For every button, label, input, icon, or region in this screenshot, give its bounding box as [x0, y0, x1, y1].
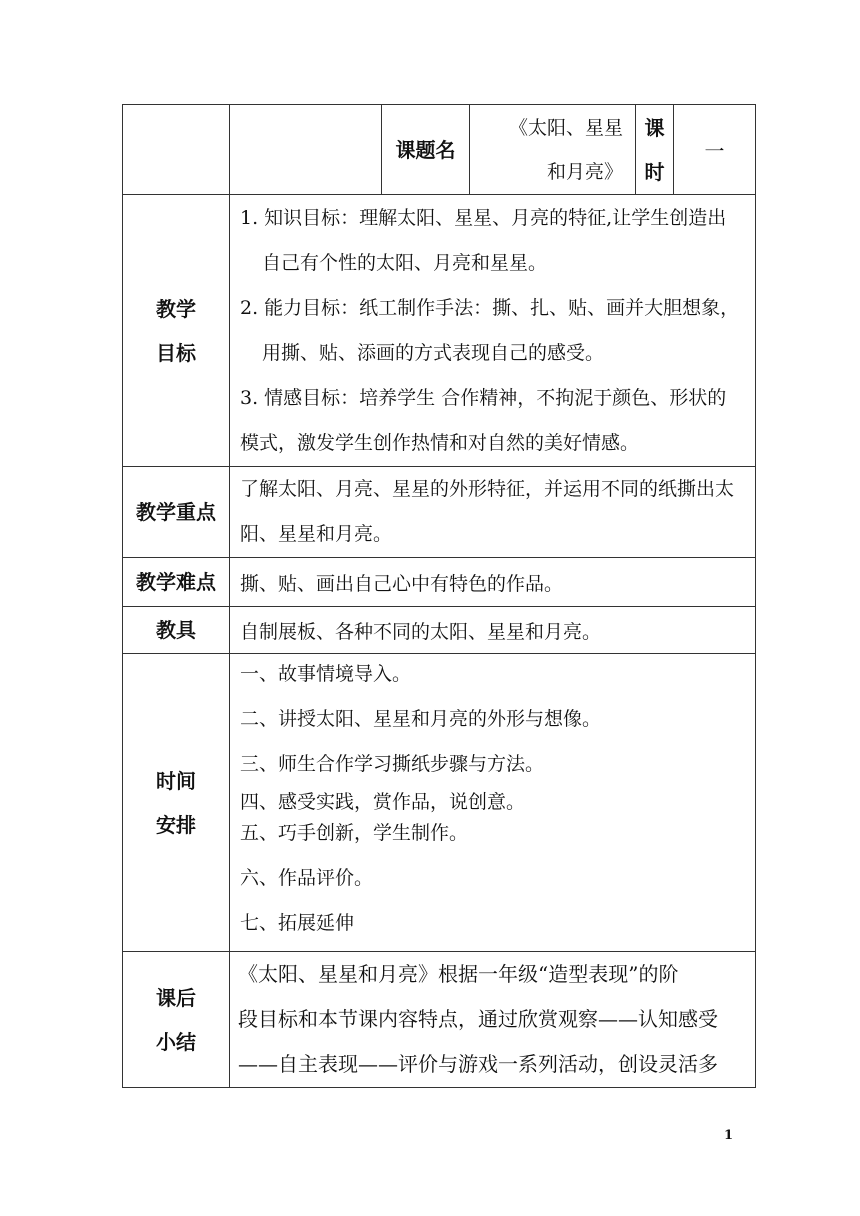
key-points-row	[123, 467, 756, 558]
schedule-step: 六、作品评价。	[240, 867, 374, 889]
summary-label-line-2: 小结	[156, 1029, 196, 1054]
lesson-title-line-1: 《太阳、星星	[508, 116, 623, 139]
goals-label-line-1: 教学	[156, 296, 196, 321]
summary-line-1: 《太阳、星星和月亮》根据一年级“造型表现”的阶	[238, 962, 679, 986]
goal-item-2-first: 2. 能力目标：纸工制作手法：撕、扎、贴、画并大胆想象，	[240, 296, 740, 319]
title-label: 课题名	[382, 105, 470, 195]
goal-item-3-rest: 模式，激发学生创作热情和对自然的美好情感。	[240, 431, 640, 454]
schedule-row	[123, 654, 756, 952]
goals-content	[230, 195, 756, 467]
schedule-step: 一、故事情境导入。	[240, 663, 412, 685]
difficulties-label: 教学难点	[123, 558, 230, 607]
schedule-step: 四、感受实践，赏作品，说创意。	[240, 791, 526, 813]
goal-item	[240, 286, 747, 376]
summary-row	[123, 952, 756, 1088]
summary-content	[230, 952, 756, 1088]
schedule-content	[230, 654, 756, 952]
key-points-line-2: 阳、星星和月亮。	[240, 523, 393, 545]
key-points-label: 教学重点	[123, 467, 230, 558]
lesson-title	[470, 105, 636, 195]
tools-row	[123, 607, 756, 654]
lesson-title-line-2: 和月亮》	[546, 160, 623, 183]
period-value: 一	[674, 105, 756, 195]
goal-item	[240, 196, 747, 286]
header-row	[123, 105, 756, 195]
difficulties-content: 撕、贴、画出自己心中有特色的作品。	[230, 558, 756, 607]
summary-label	[123, 952, 230, 1088]
schedule-label	[123, 654, 230, 952]
goal-item-2-rest: 用撕、贴、添画的方式表现自己的感受。	[262, 341, 605, 364]
schedule-step: 二、讲授太阳、星星和月亮的外形与想像。	[240, 708, 602, 730]
summary-line-3: ——自主表现——评价与游戏一系列活动，创设灵活多	[238, 1052, 718, 1076]
tools-content: 自制展板、各种不同的太阳、星星和月亮。	[230, 607, 756, 654]
goals-label-line-2: 目标	[156, 340, 196, 365]
tools-label: 教具	[123, 607, 230, 654]
header-blank-cell-2	[230, 105, 382, 195]
header-blank-cell-1	[123, 105, 230, 195]
goal-item-1-rest: 自己有个性的太阳、月亮和星星。	[262, 251, 548, 274]
schedule-step: 五、巧手创新，学生制作。	[240, 822, 469, 844]
difficulties-row	[123, 558, 756, 607]
key-points-content	[230, 467, 756, 558]
schedule-label-line-2: 安排	[156, 812, 196, 837]
goals-label	[123, 195, 230, 467]
period-label-line-1: 课	[644, 115, 665, 140]
period-label-line-2: 时	[644, 159, 665, 184]
schedule-step: 七、拓展延伸	[240, 912, 355, 934]
goal-item	[240, 376, 747, 466]
period-label	[636, 105, 674, 195]
goal-item-3-first: 3. 情感目标：培养学生 合作精神，不拘泥于颜色、形状的	[240, 386, 727, 409]
summary-line-2: 段目标和本节课内容特点，通过欣赏观察——认知感受	[238, 1007, 718, 1031]
schedule-step: 三、师生合作学习撕纸步骤与方法。	[240, 753, 545, 775]
lesson-plan-table	[122, 104, 756, 1088]
key-points-line-1: 了解太阳、月亮、星星的外形特征，并运用不同的纸撕出太	[240, 478, 735, 500]
goal-item-1-first: 1. 知识目标：理解太阳、星星、月亮的特征,让学生创造出	[240, 206, 727, 229]
schedule-label-line-1: 时间	[156, 768, 196, 793]
page-number: 1	[724, 1128, 734, 1143]
summary-label-line-1: 课后	[156, 985, 196, 1010]
goals-row	[123, 195, 756, 467]
